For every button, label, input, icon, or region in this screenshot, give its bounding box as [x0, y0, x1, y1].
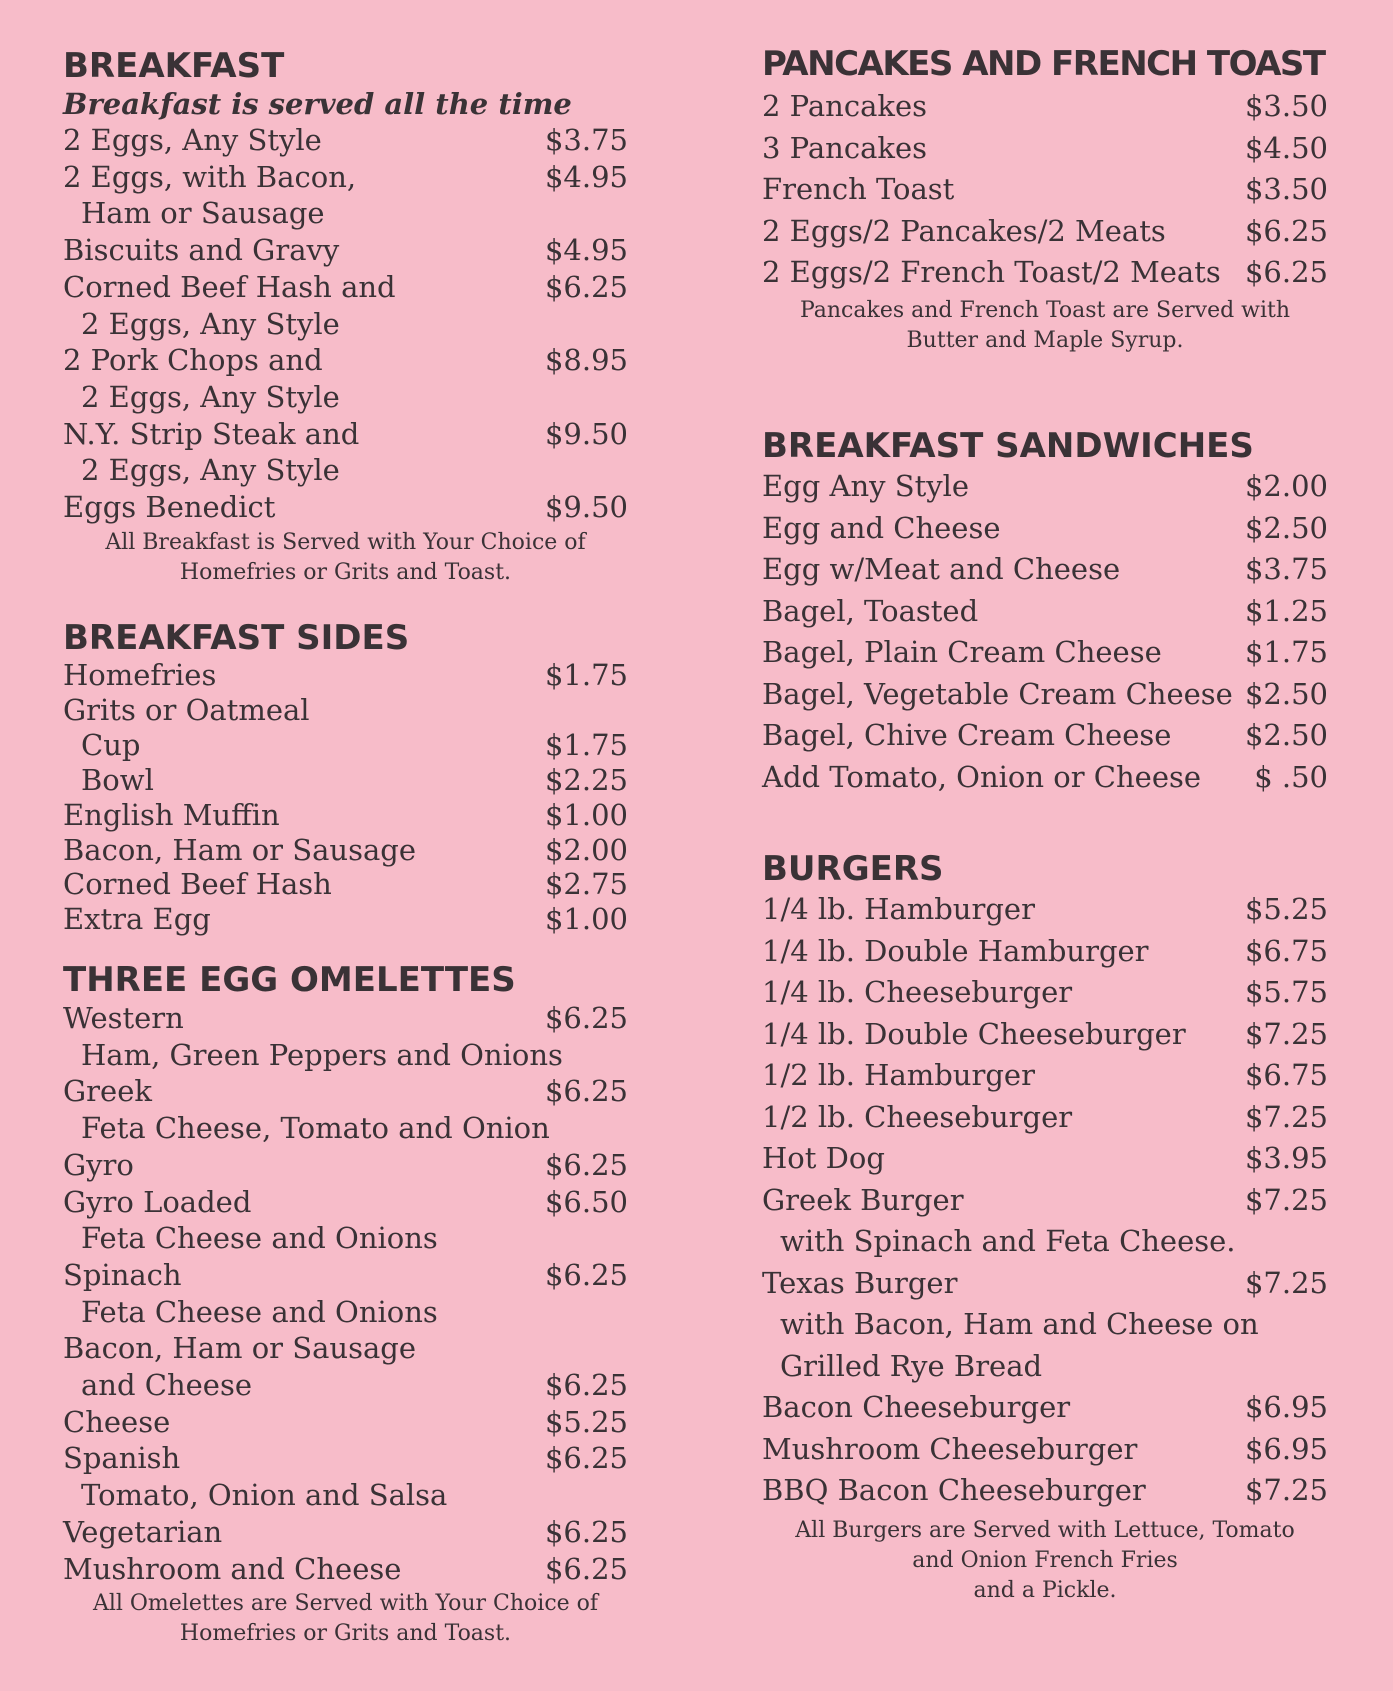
menu-item-row — [63, 1404, 628, 1441]
menu-item — [762, 1263, 1328, 1388]
item-name: 1/4 lb. Double Hamburger — [762, 933, 1149, 968]
item-price: $6.25 — [544, 1368, 628, 1403]
item-price: $6.25 — [544, 269, 628, 304]
menu-item — [762, 931, 1328, 973]
menu-item-row — [63, 798, 628, 833]
menu-item — [63, 342, 628, 415]
menu-item-row — [762, 1097, 1328, 1139]
menu-item — [63, 1514, 628, 1551]
burgers-section — [762, 849, 1328, 1606]
item-description: Feta Cheese and Onions — [81, 1294, 438, 1329]
menu-item-row — [762, 252, 1328, 294]
menu-item-row — [762, 86, 1328, 128]
item-name: Texas Burger — [762, 1265, 958, 1300]
menu-item — [762, 1097, 1328, 1139]
item-price: $3.50 — [1244, 89, 1328, 123]
item-price: $5.25 — [1244, 892, 1328, 926]
item-name: Bagel, Chive Cream Cheese — [762, 718, 1172, 752]
menu-item — [63, 122, 628, 159]
item-name: 2 Eggs/2 Pancakes/2 Meats — [762, 213, 1166, 248]
menu-item-row — [63, 1000, 628, 1037]
menu-item-row — [762, 1263, 1328, 1305]
section-heading: BREAKFAST — [63, 46, 285, 86]
menu-item — [63, 728, 628, 763]
item-description: Ham or Sausage — [81, 196, 325, 231]
item-name: Hot Dog — [762, 1141, 885, 1175]
item-price: $6.95 — [1244, 1390, 1328, 1424]
menu-item — [63, 1367, 628, 1404]
item-name: Corned Beef Hash — [63, 867, 332, 902]
item-name: 1/4 lb. Double Cheeseburger — [762, 1016, 1186, 1051]
menu-item — [63, 1073, 628, 1146]
menu-item-row — [762, 169, 1328, 211]
menu-item-row — [63, 1257, 628, 1294]
menu-item — [762, 1470, 1328, 1512]
item-price: $6.50 — [544, 1184, 628, 1219]
section-note — [63, 1589, 628, 1649]
item-description: Tomato, Onion and Salsa — [81, 1478, 448, 1513]
menu-item-row — [63, 658, 628, 693]
item-name: 2 Pork Chops and — [63, 343, 323, 378]
item-description: 2 Eggs, Any Style — [81, 306, 340, 341]
item-price: $3.75 — [1244, 552, 1328, 586]
item-price: $2.75 — [544, 867, 628, 902]
item-name: Extra Egg — [63, 902, 211, 937]
menu-item — [63, 902, 628, 937]
menu-item-row — [63, 1367, 628, 1404]
menu-item — [63, 798, 628, 833]
item-price: $6.75 — [1244, 1058, 1328, 1092]
omelettes-section — [63, 960, 628, 1649]
note-line: and Onion French Fries — [912, 1547, 1178, 1573]
menu-item — [762, 466, 1328, 508]
menu-item-row — [63, 122, 628, 159]
menu-item-row — [63, 693, 628, 728]
pancakes-section — [762, 44, 1328, 356]
item-description: Ham, Green Peppers and Onions — [81, 1037, 563, 1072]
section-heading: BREAKFAST SIDES — [63, 618, 410, 658]
item-name: Spinach — [63, 1257, 182, 1292]
menu-item — [63, 867, 628, 902]
menu-item-row — [63, 1147, 628, 1184]
item-name: Eggs Benedict — [63, 490, 276, 525]
item-price: $6.25 — [544, 1147, 628, 1182]
item-name: Gyro — [63, 1147, 134, 1182]
item-name: BBQ Bacon Cheeseburger — [762, 1473, 1146, 1507]
menu-item — [762, 508, 1328, 550]
note-line: and a Pickle. — [973, 1577, 1117, 1603]
item-price: $4.95 — [544, 159, 628, 194]
item-name: Egg Any Style — [762, 469, 970, 503]
menu-item-row — [63, 489, 628, 526]
menu-item-row — [63, 1330, 628, 1367]
menu-item — [63, 1184, 628, 1257]
item-price: $ .50 — [1254, 759, 1328, 794]
menu-item — [762, 252, 1328, 294]
item-description: 2 Eggs, Any Style — [81, 453, 340, 488]
item-name: Cheese — [63, 1404, 171, 1439]
menu-list — [762, 86, 1328, 294]
menu-item-row — [762, 1429, 1328, 1471]
item-price: $6.95 — [1244, 1431, 1328, 1466]
item-price: $2.50 — [1244, 510, 1328, 545]
menu-item — [762, 889, 1328, 931]
item-name: Egg w/Meat and Cheese — [762, 552, 1121, 586]
menu-item — [63, 693, 628, 728]
menu-item-row — [63, 1073, 628, 1110]
item-price: $1.75 — [1244, 635, 1328, 669]
item-price: $1.75 — [544, 727, 628, 762]
item-name: French Toast — [762, 172, 955, 206]
menu-item — [63, 1257, 628, 1330]
menu-item-row — [762, 211, 1328, 253]
item-name: 3 Pancakes — [762, 130, 927, 165]
item-price: $7.25 — [1244, 1182, 1328, 1217]
menu-item — [762, 128, 1328, 170]
menu-item-row — [762, 1387, 1328, 1429]
menu-item — [762, 674, 1328, 716]
menu-list — [63, 1000, 628, 1587]
menu-item-row — [63, 1440, 628, 1477]
section-note — [63, 528, 628, 588]
item-price: $2.00 — [544, 832, 628, 867]
item-price: $1.75 — [544, 658, 628, 692]
item-price: $9.50 — [544, 490, 628, 525]
section-heading: PANCAKES AND FRENCH TOAST — [762, 44, 1325, 84]
menu-item — [63, 1330, 628, 1367]
menu-item-row — [63, 1184, 628, 1221]
menu-item-row — [762, 1014, 1328, 1056]
item-name: 1/2 lb. Cheeseburger — [762, 1099, 1073, 1134]
menu-item-row — [63, 342, 628, 379]
breakfast-sides-section — [63, 618, 628, 937]
section-heading: BREAKFAST SANDWICHES — [762, 426, 1254, 466]
item-name: N.Y. Strip Steak and — [63, 416, 360, 451]
section-note — [762, 1516, 1328, 1606]
item-description: Feta Cheese, Tomato and Onion — [81, 1111, 550, 1146]
section-heading: THREE EGG OMELETTES — [63, 960, 516, 1000]
item-name: Grits or Oatmeal — [63, 692, 310, 727]
item-name: Mushroom Cheeseburger — [762, 1431, 1138, 1466]
menu-item-row — [63, 1514, 628, 1551]
item-price: $6.25 — [1244, 255, 1328, 289]
item-price: $9.50 — [544, 416, 628, 451]
item-name: Cup — [81, 727, 141, 762]
menu-item — [63, 763, 628, 798]
item-description: Feta Cheese and Onions — [81, 1221, 438, 1256]
item-price: $8.95 — [544, 343, 628, 378]
item-name: 2 Eggs, Any Style — [63, 123, 322, 157]
item-name: Bagel, Plain Cream Cheese — [762, 635, 1162, 669]
menu-item-row — [762, 549, 1328, 591]
menu-item — [63, 833, 628, 868]
section-heading: BURGERS — [762, 849, 944, 889]
note-line: Butter and Maple Syrup. — [906, 327, 1184, 353]
menu-item — [762, 1429, 1328, 1471]
menu-item — [762, 86, 1328, 128]
item-price: $6.25 — [544, 1551, 628, 1586]
menu-item-row — [762, 466, 1328, 508]
menu-item-row — [762, 715, 1328, 757]
menu-item-row — [63, 232, 628, 269]
menu-item — [762, 972, 1328, 1014]
item-name: Western — [63, 1001, 184, 1035]
menu-item — [762, 549, 1328, 591]
item-name: Bagel, Vegetable Cream Cheese — [762, 676, 1233, 711]
menu-item-row — [762, 889, 1328, 931]
menu-list — [762, 889, 1328, 1512]
menu-item-row — [762, 591, 1328, 633]
item-price: $6.25 — [544, 1001, 628, 1035]
note-line: All Burgers are Served with Lettuce, Tomato — [795, 1517, 1295, 1543]
item-price: $2.50 — [1244, 676, 1328, 711]
item-price: $6.75 — [1244, 933, 1328, 968]
item-price: $1.00 — [544, 797, 628, 832]
note-line: All Breakfast is Served with Your Choice of — [105, 529, 586, 555]
menu-item — [63, 232, 628, 269]
item-price: $6.25 — [544, 1257, 628, 1292]
item-name: Add Tomato, Onion or Cheese — [762, 759, 1202, 794]
menu-item — [762, 1014, 1328, 1056]
menu-item — [63, 658, 628, 693]
item-name: Bacon, Ham or Sausage — [63, 832, 416, 867]
menu-item-row — [63, 763, 628, 798]
menu-item — [63, 1404, 628, 1441]
item-price: $2.00 — [1244, 469, 1328, 503]
item-name: Spanish — [63, 1441, 181, 1476]
menu-item — [762, 1138, 1328, 1180]
item-name: 1/2 lb. Hamburger — [762, 1058, 1035, 1092]
menu-item — [63, 1000, 628, 1073]
menu-item-row — [63, 833, 628, 868]
menu-item-row — [762, 1055, 1328, 1097]
menu-item — [63, 159, 628, 232]
item-name: 2 Pancakes — [762, 89, 927, 123]
menu-item-row — [63, 867, 628, 902]
menu-item — [762, 632, 1328, 674]
breakfast-section — [63, 46, 628, 588]
item-price: $4.50 — [1244, 130, 1328, 165]
item-description: with Spinach and Feta Cheese. — [780, 1224, 1236, 1258]
item-name: 1/4 lb. Cheeseburger — [762, 975, 1073, 1009]
item-name: Corned Beef Hash and — [63, 269, 396, 304]
item-price: $3.50 — [1244, 172, 1328, 206]
item-name: Mushroom and Cheese — [63, 1551, 402, 1586]
item-price: $4.95 — [544, 233, 628, 268]
item-name: Greek Burger — [762, 1182, 964, 1217]
menu-item — [63, 1440, 628, 1513]
menu-item — [762, 1387, 1328, 1429]
menu-list — [762, 466, 1328, 798]
menu-item — [762, 211, 1328, 253]
item-price: $6.25 — [544, 1074, 628, 1109]
item-name: Bagel, Toasted — [762, 593, 979, 628]
menu-item — [762, 1180, 1328, 1263]
item-name: Vegetarian — [63, 1514, 223, 1549]
item-price: $2.50 — [1244, 718, 1328, 752]
item-price: $7.25 — [1244, 1265, 1328, 1300]
item-name: Bacon Cheeseburger — [762, 1390, 1071, 1424]
menu-item-row — [762, 972, 1328, 1014]
menu-item-row — [762, 931, 1328, 973]
menu-item-row — [762, 1180, 1328, 1222]
menu-item-row — [762, 757, 1328, 799]
menu-item-row — [762, 508, 1328, 550]
item-name: and Cheese — [81, 1368, 252, 1403]
item-price: $7.25 — [1244, 1473, 1328, 1507]
item-name: Greek — [63, 1074, 152, 1109]
item-price: $3.95 — [1244, 1141, 1328, 1175]
menu-item — [63, 1551, 628, 1588]
menu-item-row — [63, 269, 628, 306]
item-name: Bowl — [81, 762, 154, 797]
item-name: 2 Eggs, with Bacon, — [63, 159, 357, 194]
item-price: $1.00 — [544, 902, 628, 937]
item-name: 2 Eggs/2 French Toast/2 Meats — [762, 255, 1221, 289]
menu-item-row — [63, 1551, 628, 1588]
menu-item — [762, 1055, 1328, 1097]
item-price: $5.25 — [544, 1404, 628, 1439]
menu-item-row — [63, 159, 628, 196]
note-line: Pancakes and French Toast are Served with — [799, 297, 1291, 323]
menu-list — [63, 658, 628, 937]
item-price: $2.25 — [544, 762, 628, 797]
item-name: 1/4 lb. Hamburger — [762, 892, 1035, 926]
menu-item — [762, 715, 1328, 757]
item-price: $1.25 — [1244, 593, 1328, 628]
menu-item — [63, 489, 628, 526]
menu-item — [63, 269, 628, 342]
item-name: Egg and Cheese — [762, 510, 1001, 545]
item-price: $6.25 — [544, 1514, 628, 1549]
section-note — [762, 296, 1328, 356]
item-description: Grilled Rye Bread — [780, 1348, 1043, 1383]
item-name: Bacon, Ham or Sausage — [63, 1331, 416, 1366]
item-description: 2 Eggs, Any Style — [81, 379, 340, 414]
breakfast-sandwiches-section — [762, 426, 1328, 798]
menu-item-row — [762, 632, 1328, 674]
menu-item — [63, 1147, 628, 1184]
item-name: Biscuits and Gravy — [63, 233, 340, 268]
menu-item — [762, 757, 1328, 799]
item-price: $7.25 — [1244, 1099, 1328, 1134]
menu-item-row — [762, 1470, 1328, 1512]
menu-item-row — [63, 902, 628, 937]
item-description: with Bacon, Ham and Cheese on — [780, 1307, 1259, 1341]
menu-item-row — [762, 674, 1328, 716]
menu-item-row — [762, 1138, 1328, 1180]
menu-item-row — [762, 128, 1328, 170]
note-line: Homefries or Grits and Toast. — [179, 1621, 512, 1647]
item-name: Homefries — [63, 658, 217, 692]
item-price: $6.25 — [1244, 213, 1328, 248]
menu-item — [762, 169, 1328, 211]
menu-list — [63, 122, 628, 526]
item-price: $5.75 — [1244, 975, 1328, 1009]
menu-item-row — [63, 728, 628, 763]
item-price: $3.75 — [544, 123, 628, 157]
item-price: $7.25 — [1244, 1016, 1328, 1051]
note-line: Homefries or Grits and Toast. — [179, 559, 512, 585]
section-subtitle: Breakfast is served all the time — [63, 87, 572, 121]
menu-item-row — [63, 416, 628, 453]
note-line: All Omelettes are Served with Your Choice of — [92, 1591, 599, 1617]
item-name: Gyro Loaded — [63, 1184, 252, 1219]
menu-item — [762, 591, 1328, 633]
item-name: English Muffin — [63, 797, 280, 832]
item-price: $6.25 — [544, 1441, 628, 1476]
menu-item — [63, 416, 628, 489]
